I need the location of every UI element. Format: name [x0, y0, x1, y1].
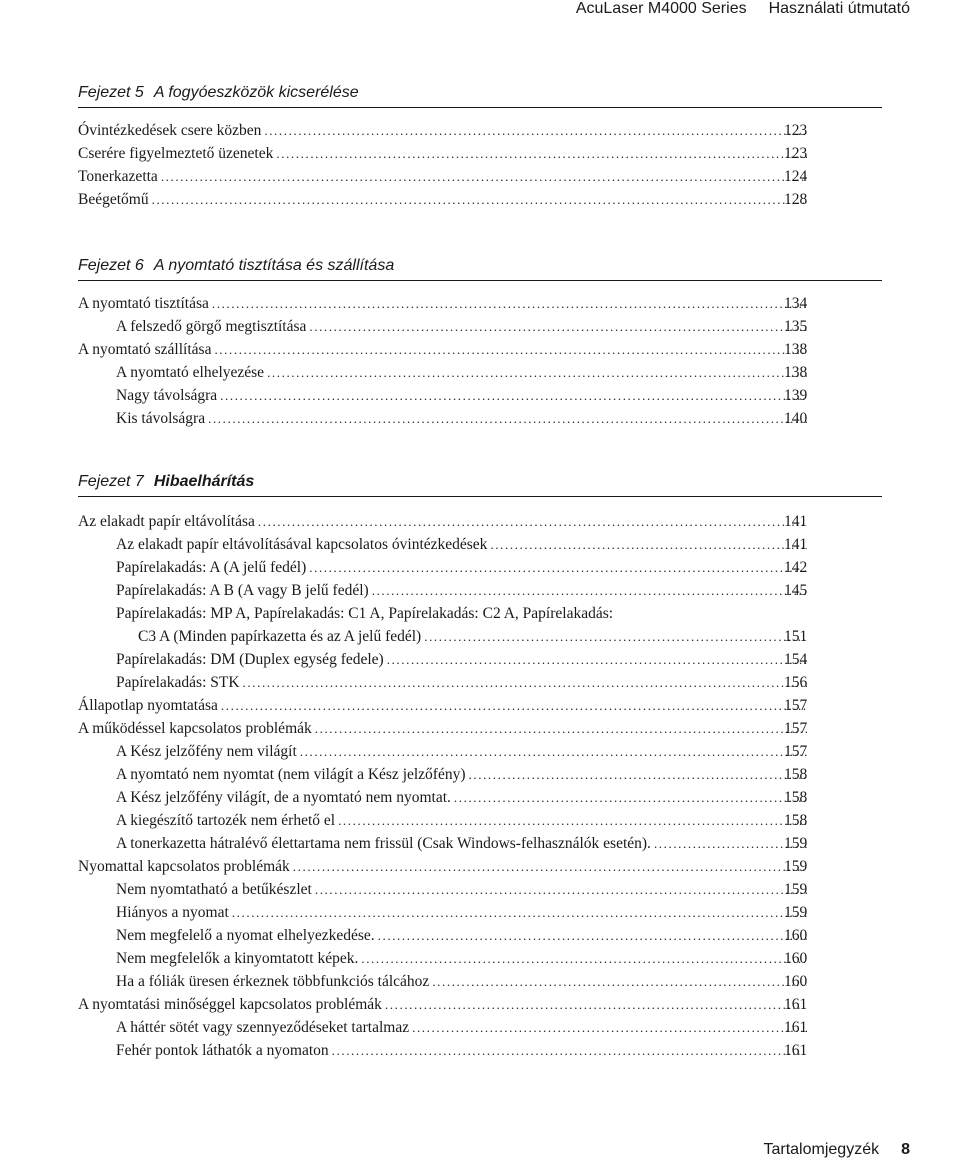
- toc-entry-title: Papírelakadás: DM (Duplex egység fedele): [116, 651, 384, 668]
- toc-entry[interactable]: [116, 579, 810, 602]
- toc-entry[interactable]: [116, 786, 810, 809]
- toc-entry-title: Az elakadt papír eltávolítása: [78, 513, 255, 530]
- toc-page-number: 158: [784, 789, 808, 806]
- dot-leader: [276, 142, 807, 165]
- dot-leader: [220, 384, 807, 407]
- toc-entry-title: A Kész jelzőfény világít, de a nyomtató nem nyomtat.: [116, 789, 451, 806]
- toc-entry-title: Beégetőmű: [78, 191, 149, 208]
- dot-leader: [454, 786, 807, 809]
- dot-leader: [258, 510, 807, 533]
- toc-page-number: 124: [784, 168, 808, 185]
- toc-entry[interactable]: [116, 1016, 810, 1039]
- toc-page-number: 160: [784, 950, 808, 967]
- toc-entry[interactable]: [78, 165, 810, 188]
- toc-entry-title: Nem nyomtatható a betűkészlet: [116, 881, 312, 898]
- toc-page-number: 138: [784, 341, 808, 358]
- toc-entry[interactable]: [78, 338, 810, 361]
- toc-page-number: 156: [784, 674, 808, 691]
- toc-page-number: 158: [784, 812, 808, 829]
- toc-entry[interactable]: [116, 809, 810, 832]
- toc-page-number: 159: [784, 904, 808, 921]
- toc-entry[interactable]: [116, 740, 810, 763]
- toc-entry[interactable]: [116, 407, 810, 430]
- toc-entry[interactable]: [138, 625, 810, 648]
- toc-page-number: 140: [784, 410, 808, 427]
- dot-leader: [161, 165, 807, 188]
- dot-leader: [372, 579, 807, 602]
- toc-page-number: 160: [784, 927, 808, 944]
- toc-entry-title: Nem megfelelők a kinyomtatott képek.: [116, 950, 359, 967]
- toc-page-number: 141: [784, 536, 808, 553]
- toc-entry-title: A Kész jelzőfény nem világít: [116, 743, 297, 760]
- toc-entry[interactable]: [78, 855, 810, 878]
- dot-leader: [309, 556, 807, 579]
- toc-page-number: 138: [784, 364, 808, 381]
- chapter-number: Fejezet 6: [78, 257, 144, 274]
- toc-page-number: 159: [784, 881, 808, 898]
- chapter-heading: [78, 84, 882, 108]
- toc-entry-title: A kiegészítő tartozék nem érhető el: [116, 812, 336, 829]
- chapter-title: A fogyóeszközök kicserélése: [153, 84, 359, 101]
- toc-page-number: 123: [784, 145, 808, 162]
- chapter-heading: [78, 257, 882, 281]
- toc-page-number: 161: [784, 1019, 808, 1036]
- dot-leader: [243, 671, 807, 694]
- dot-leader: [378, 924, 807, 947]
- toc-entry-title: Tonerkazetta: [78, 168, 158, 185]
- toc-entry[interactable]: [116, 556, 810, 579]
- dot-leader: [208, 407, 807, 430]
- toc-entry[interactable]: [116, 1039, 810, 1062]
- chapter-heading: [78, 473, 882, 497]
- dot-leader: [412, 1016, 807, 1039]
- toc-entry[interactable]: [78, 292, 810, 315]
- toc-page-number: 158: [784, 766, 808, 783]
- dot-leader: [385, 993, 807, 1016]
- toc-page-number: 161: [784, 1042, 808, 1059]
- toc-entry[interactable]: [116, 671, 810, 694]
- toc-entry-title: A nyomtató elhelyezése: [116, 364, 265, 381]
- toc-entry[interactable]: [78, 142, 810, 165]
- toc-entry-title: Az elakadt papír eltávolításával kapcsolatos óvintézkedések: [116, 536, 488, 553]
- toc-entry-title-line1[interactable]: Papírelakadás: MP A, Papírelakadás: C1 A, Papírelakadás: C2 A, Papírelakadás:: [116, 605, 614, 622]
- dot-leader: [264, 119, 807, 142]
- toc-page-number: 157: [784, 743, 808, 760]
- toc-entry[interactable]: [116, 315, 810, 338]
- toc-entry-title: Kis távolságra: [116, 410, 206, 427]
- chapter-number: Fejezet 5: [78, 84, 144, 101]
- toc-entry-title: A nyomtató nem nyomtat (nem világít a Kész jelzőfény): [116, 766, 466, 783]
- toc-entry-title: Papírelakadás: STK: [116, 674, 240, 691]
- toc-entry[interactable]: [78, 119, 810, 142]
- toc-page-number: 160: [784, 973, 808, 990]
- toc-entry-title: Cserére figyelmeztető üzenetek: [78, 145, 274, 162]
- toc-entry-title: A működéssel kapcsolatos problémák: [78, 720, 312, 737]
- toc-page-number: 154: [784, 651, 808, 668]
- dot-leader: [293, 855, 807, 878]
- toc-entry[interactable]: [116, 361, 810, 384]
- toc-entry-title: Ha a fóliák üresen érkeznek többfunkciós tálcához: [116, 973, 430, 990]
- toc-entry-title: Nyomattal kapcsolatos problémák: [78, 858, 290, 875]
- toc-page-number: 135: [784, 318, 808, 335]
- toc-entry[interactable]: [116, 648, 810, 671]
- toc-page-number: 151: [784, 628, 808, 645]
- dot-leader: [338, 809, 807, 832]
- toc-entry[interactable]: [116, 901, 810, 924]
- page-header: [554, 0, 910, 16]
- toc-entry[interactable]: [78, 694, 810, 717]
- toc-entry-title: Állapotlap nyomtatása: [78, 697, 218, 714]
- toc-page-number: 157: [784, 697, 808, 714]
- toc-entry[interactable]: [78, 993, 810, 1016]
- footer-page-number: 8: [901, 1141, 910, 1158]
- dot-leader: [152, 188, 807, 211]
- toc-entry[interactable]: [78, 188, 810, 211]
- dot-leader: [332, 1039, 807, 1062]
- header-product: AcuLaser M4000 Series: [575, 0, 747, 17]
- chapter-number: Fejezet 7: [78, 473, 144, 490]
- toc-entry-title: A nyomtató tisztítása: [78, 295, 209, 312]
- toc-entry-title: A tonerkazetta hátralévő élettartama nem frissül (Csak Windows-felhasználók esetén).: [116, 835, 651, 852]
- toc-entry[interactable]: [116, 947, 810, 970]
- toc-page-number: 141: [784, 513, 808, 530]
- toc-entry-title: A nyomtató szállítása: [78, 341, 212, 358]
- dot-leader: [212, 292, 807, 315]
- dot-leader: [300, 740, 807, 763]
- toc-entry[interactable]: [116, 533, 810, 556]
- dot-leader: [469, 763, 807, 786]
- toc-page-number: 161: [784, 996, 808, 1013]
- toc-page-number: 145: [784, 582, 808, 599]
- chapter-title: Hibaelhárítás: [153, 473, 255, 490]
- toc-entry-title: Nem megfelelő a nyomat elhelyezkedése.: [116, 927, 375, 944]
- toc-entry[interactable]: [116, 924, 810, 947]
- toc-entry-title: Fehér pontok láthatók a nyomaton: [116, 1042, 329, 1059]
- toc-entry-title: A háttér sötét vagy szennyeződéseket tartalmaz: [116, 1019, 410, 1036]
- toc-entry-title: Óvintézkedések csere közben: [78, 122, 262, 139]
- page-footer: [763, 1141, 910, 1159]
- toc-entry[interactable]: [116, 878, 810, 901]
- toc-page-number: 159: [784, 858, 808, 875]
- toc-entry[interactable]: [116, 763, 810, 786]
- toc-page-number: 134: [784, 295, 808, 312]
- dot-leader: [490, 533, 807, 556]
- dot-leader: [424, 625, 807, 648]
- dot-leader: [315, 717, 807, 740]
- toc-page-number: 142: [784, 559, 808, 576]
- header-guide: Használati útmutató: [768, 0, 910, 17]
- toc-entry-title: Hiányos a nyomat: [116, 904, 229, 921]
- toc-entry[interactable]: [116, 970, 810, 993]
- dot-leader: [432, 970, 807, 993]
- toc-entry-title-line2: C3 A (Minden papírkazetta és az A jelű fedél): [138, 628, 422, 645]
- toc-page-number: 159: [784, 835, 808, 852]
- chapter-title: A nyomtató tisztítása és szállítása: [153, 257, 395, 274]
- toc-page-number: 139: [784, 387, 808, 404]
- toc-page-number: 123: [784, 122, 808, 139]
- footer-section: Tartalomjegyzék: [763, 1141, 880, 1158]
- toc-entry-title: A nyomtatási minőséggel kapcsolatos problémák: [78, 996, 382, 1013]
- toc-entry-title: Papírelakadás: A B (A vagy B jelű fedél): [116, 582, 369, 599]
- dot-leader: [309, 315, 807, 338]
- toc-entry-title: A felszedő görgő megtisztítása: [116, 318, 307, 335]
- toc-entry[interactable]: [78, 717, 810, 740]
- dot-leader: [315, 878, 807, 901]
- toc-entry[interactable]: [116, 832, 810, 855]
- toc-entry-title: Papírelakadás: A (A jelű fedél): [116, 559, 307, 576]
- dot-leader: [387, 648, 807, 671]
- dot-leader: [221, 694, 807, 717]
- toc-entry[interactable]: [78, 510, 810, 533]
- toc-entry[interactable]: [116, 384, 810, 407]
- dot-leader: [267, 361, 807, 384]
- toc-page-number: 128: [784, 191, 808, 208]
- toc-page-number: 157: [784, 720, 808, 737]
- toc-entry-title: Nagy távolságra: [116, 387, 218, 404]
- dot-leader: [214, 338, 807, 361]
- dot-leader: [361, 947, 807, 970]
- dot-leader: [232, 901, 807, 924]
